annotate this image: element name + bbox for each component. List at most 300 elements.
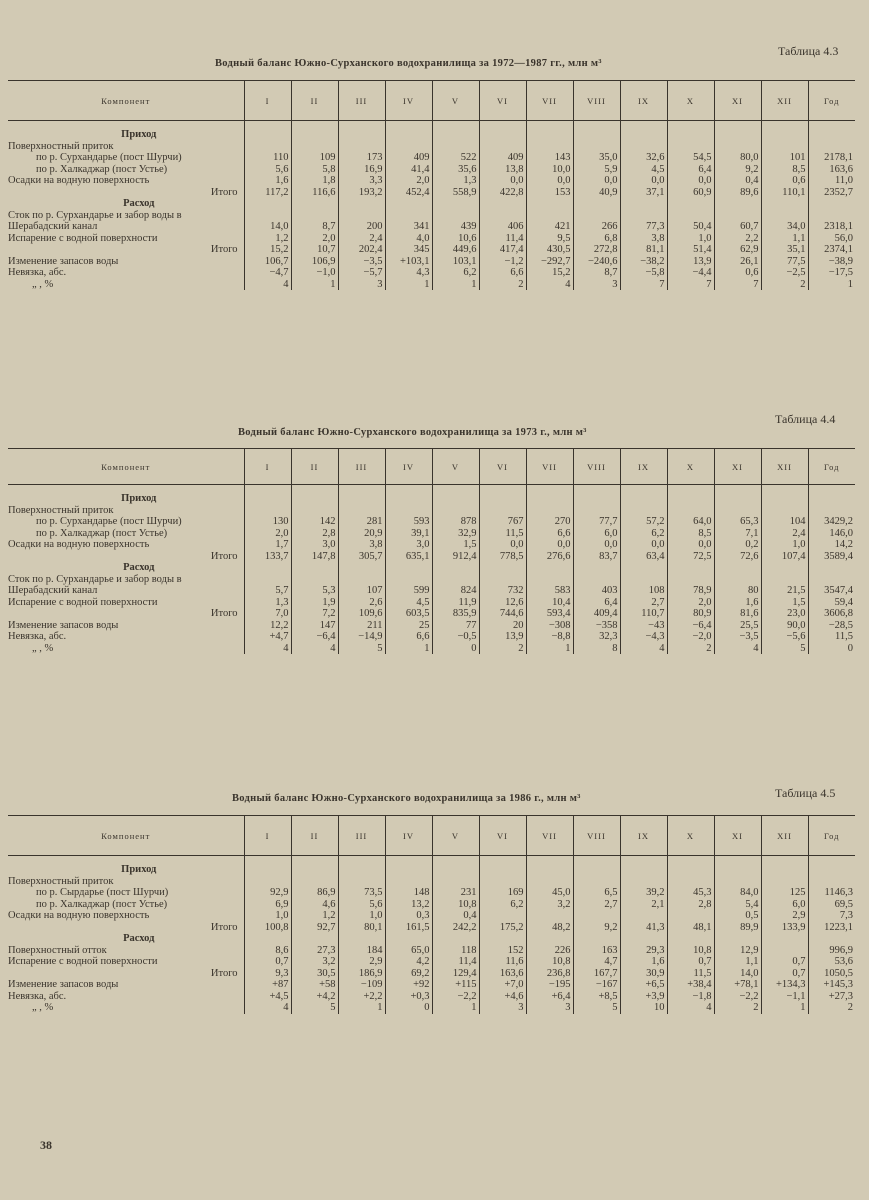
table-cell: 878 bbox=[432, 516, 479, 528]
table-cell: 25,5 bbox=[714, 620, 761, 632]
table-cell: 996,9 bbox=[808, 945, 855, 957]
table-cell: 7 bbox=[667, 279, 714, 291]
table-cell bbox=[573, 141, 620, 153]
table-cell bbox=[808, 933, 855, 945]
table-cell bbox=[385, 864, 432, 876]
table-cell bbox=[573, 910, 620, 922]
table-cell: 27,3 bbox=[291, 945, 338, 957]
table-cell bbox=[667, 933, 714, 945]
table-cell bbox=[338, 505, 385, 517]
table-cell bbox=[714, 129, 761, 141]
table-cell: 7 bbox=[714, 279, 761, 291]
section-heading: Расход bbox=[123, 562, 155, 573]
table-cell: 62,9 bbox=[714, 244, 761, 256]
table-cell: 1 bbox=[385, 279, 432, 291]
table-row bbox=[8, 899, 855, 911]
table-cell bbox=[761, 129, 808, 141]
table-cell: 912,4 bbox=[432, 551, 479, 563]
table-cell: 281 bbox=[338, 516, 385, 528]
table-cell: 2,4 bbox=[761, 528, 808, 540]
row-label: „ , % bbox=[32, 642, 54, 654]
table-cell: 835,9 bbox=[432, 608, 479, 620]
table-row bbox=[8, 516, 855, 528]
table-cell: +78,1 bbox=[714, 979, 761, 991]
table-cell: 1,0 bbox=[667, 233, 714, 245]
table-cell bbox=[620, 933, 667, 945]
table-cell: 3,2 bbox=[526, 899, 573, 911]
section-row bbox=[8, 933, 855, 945]
table-cell: 1,0 bbox=[761, 539, 808, 551]
column-header: XII bbox=[761, 816, 808, 856]
table-cell bbox=[808, 141, 855, 153]
table-cell: 421 bbox=[526, 210, 573, 233]
table-row bbox=[8, 620, 855, 632]
table-cell: 6,0 bbox=[761, 899, 808, 911]
table-cell: −6,4 bbox=[291, 631, 338, 643]
table-cell: 8,5 bbox=[667, 528, 714, 540]
table-cell: 6,6 bbox=[385, 631, 432, 643]
table-cell: +4,5 bbox=[244, 991, 291, 1003]
table-cell: −2,2 bbox=[714, 991, 761, 1003]
table-cell: 599 bbox=[385, 574, 432, 597]
table-cell: −8,8 bbox=[526, 631, 573, 643]
column-header: Компонент bbox=[8, 816, 244, 856]
table-cell: 603,5 bbox=[385, 608, 432, 620]
table-cell: −1,2 bbox=[479, 256, 526, 268]
table-cell: 242,2 bbox=[432, 922, 479, 934]
table-cell bbox=[620, 493, 667, 505]
table-cell: 153 bbox=[526, 187, 573, 199]
table-cell: 1 bbox=[385, 643, 432, 655]
table-cell bbox=[667, 876, 714, 888]
table-row bbox=[8, 910, 855, 922]
table-cell: 276,6 bbox=[526, 551, 573, 563]
table-cell bbox=[620, 129, 667, 141]
row-label: по р. Халкаджар (пост Устье) bbox=[36, 163, 168, 175]
table-cell: 1,2 bbox=[291, 910, 338, 922]
column-header: XII bbox=[761, 81, 808, 121]
table-cell: 81,6 bbox=[714, 608, 761, 620]
table-cell: −1,8 bbox=[667, 991, 714, 1003]
section-heading: Приход bbox=[121, 129, 157, 140]
column-header: V bbox=[432, 449, 479, 485]
column-header: II bbox=[291, 449, 338, 485]
table-cell: 23,0 bbox=[761, 608, 808, 620]
table-cell: 16,9 bbox=[338, 164, 385, 176]
table-cell: 1,3 bbox=[432, 175, 479, 187]
table-cell: 86,9 bbox=[291, 887, 338, 899]
table-cell bbox=[620, 876, 667, 888]
table-cell: 40,9 bbox=[573, 187, 620, 199]
table-cell: 4,0 bbox=[385, 233, 432, 245]
table-cell: 767 bbox=[479, 516, 526, 528]
table-cell: 64,0 bbox=[667, 516, 714, 528]
table-cell: 54,5 bbox=[667, 152, 714, 164]
column-header: I bbox=[244, 81, 291, 121]
table-cell: 3589,4 bbox=[808, 551, 855, 563]
row-label: Сток по р. Сурхандарье и забор воды в Шерабадский канал bbox=[8, 209, 182, 232]
table-cell: 5 bbox=[761, 643, 808, 655]
table-cell: 130 bbox=[244, 516, 291, 528]
table-cell: −195 bbox=[526, 979, 573, 991]
row-label: Невязка, абс. bbox=[8, 990, 67, 1002]
table-cell: 72,6 bbox=[714, 551, 761, 563]
table-cell: 2,1 bbox=[620, 899, 667, 911]
table-cell: 100,8 bbox=[244, 922, 291, 934]
table-cell: 4 bbox=[526, 279, 573, 291]
column-header: V bbox=[432, 816, 479, 856]
table-cell bbox=[667, 198, 714, 210]
table-cell: 0,0 bbox=[667, 175, 714, 187]
table-cell bbox=[479, 933, 526, 945]
table-cell: 84,0 bbox=[714, 887, 761, 899]
column-header: VIII bbox=[573, 81, 620, 121]
table-cell bbox=[479, 141, 526, 153]
table-cell bbox=[667, 864, 714, 876]
row-label: Невязка, абс. bbox=[8, 267, 67, 278]
table-cell: 778,5 bbox=[479, 551, 526, 563]
table-cell: 2,2 bbox=[714, 233, 761, 245]
table-row bbox=[8, 528, 855, 540]
table-cell: 1 bbox=[338, 1002, 385, 1014]
table-cell: 3 bbox=[479, 1002, 526, 1014]
column-header: X bbox=[667, 816, 714, 856]
table-cell: 635,1 bbox=[385, 551, 432, 563]
table-cell: −2,5 bbox=[761, 267, 808, 279]
table-cell bbox=[808, 562, 855, 574]
table-number: Таблица 4.3 bbox=[778, 44, 839, 58]
table-row bbox=[8, 979, 855, 991]
table-cell: 116,6 bbox=[291, 187, 338, 199]
row-label: Поверхностный отток bbox=[8, 944, 107, 956]
table-cell: 167,7 bbox=[573, 968, 620, 980]
table-row bbox=[8, 922, 855, 934]
table-number: Таблица 4.4 bbox=[775, 412, 836, 426]
table-cell: 11,9 bbox=[432, 597, 479, 609]
column-header: II bbox=[291, 81, 338, 121]
table-cell: 409 bbox=[385, 152, 432, 164]
table-cell: 5,7 bbox=[244, 574, 291, 597]
table-cell: 2374,1 bbox=[808, 244, 855, 256]
water-balance-table-4-5 bbox=[8, 815, 855, 1014]
table-cell: 0,3 bbox=[385, 910, 432, 922]
column-header: XI bbox=[714, 816, 761, 856]
table-cell: 80,0 bbox=[714, 152, 761, 164]
column-header: VI bbox=[479, 816, 526, 856]
table-cell: 583 bbox=[526, 574, 573, 597]
column-header: IX bbox=[620, 449, 667, 485]
table-row bbox=[8, 887, 855, 899]
table-cell: 2,9 bbox=[761, 910, 808, 922]
table-row bbox=[8, 968, 855, 980]
table-cell: 8,7 bbox=[291, 210, 338, 233]
table-cell: 7,2 bbox=[291, 608, 338, 620]
table-cell bbox=[479, 198, 526, 210]
column-header: VI bbox=[479, 81, 526, 121]
table-cell bbox=[808, 864, 855, 876]
table-cell bbox=[761, 945, 808, 957]
column-header: Компонент bbox=[8, 449, 244, 485]
table-cell: 3 bbox=[338, 279, 385, 291]
table-cell: 3,0 bbox=[291, 539, 338, 551]
table-cell: 6,0 bbox=[573, 528, 620, 540]
table-cell bbox=[385, 505, 432, 517]
table-row bbox=[8, 279, 855, 291]
table-cell: 129,4 bbox=[432, 968, 479, 980]
table-cell: 133,7 bbox=[244, 551, 291, 563]
table-cell bbox=[573, 864, 620, 876]
table-cell bbox=[526, 129, 573, 141]
table-cell: −4,3 bbox=[620, 631, 667, 643]
column-header: IX bbox=[620, 816, 667, 856]
table-cell: 1 bbox=[432, 279, 479, 291]
table-cell: 110 bbox=[244, 152, 291, 164]
column-header: III bbox=[338, 81, 385, 121]
table-row bbox=[8, 539, 855, 551]
table-cell bbox=[479, 876, 526, 888]
table-cell bbox=[244, 198, 291, 210]
table-cell: 200 bbox=[338, 210, 385, 233]
section-row bbox=[8, 562, 855, 574]
table-cell: 90,0 bbox=[761, 620, 808, 632]
row-label: по р. Сурхандарье (пост Шурчи) bbox=[36, 152, 182, 163]
table-cell: 103,1 bbox=[432, 256, 479, 268]
table-cell bbox=[526, 505, 573, 517]
table-cell bbox=[573, 129, 620, 141]
table-cell bbox=[526, 864, 573, 876]
table-cell: +27,3 bbox=[808, 991, 855, 1003]
table-cell bbox=[526, 562, 573, 574]
table-cell: 109,6 bbox=[338, 608, 385, 620]
table-cell bbox=[291, 933, 338, 945]
table-cell: 5,3 bbox=[291, 574, 338, 597]
table-cell: 409 bbox=[479, 152, 526, 164]
table-cell: −240,6 bbox=[573, 256, 620, 268]
page-number: 38 bbox=[40, 1138, 52, 1152]
table-cell: 0 bbox=[432, 643, 479, 655]
table-cell: 77 bbox=[432, 620, 479, 632]
table-cell: 25 bbox=[385, 620, 432, 632]
table-cell bbox=[667, 910, 714, 922]
table-cell bbox=[526, 493, 573, 505]
row-label: Испарение с водной поверхности bbox=[8, 956, 158, 967]
table-cell: 2178,1 bbox=[808, 152, 855, 164]
table-cell: 101 bbox=[761, 152, 808, 164]
table-cell: 6,4 bbox=[667, 164, 714, 176]
table-cell: 163 bbox=[573, 945, 620, 957]
row-label: Изменение запасов воды bbox=[8, 619, 119, 631]
table-cell: 8 bbox=[573, 643, 620, 655]
table-cell: −5,8 bbox=[620, 267, 667, 279]
column-header: IV bbox=[385, 81, 432, 121]
table-cell: 10,7 bbox=[291, 244, 338, 256]
table-cell bbox=[244, 505, 291, 517]
table-cell: 30,9 bbox=[620, 968, 667, 980]
table-cell: 2,7 bbox=[620, 597, 667, 609]
table-cell bbox=[573, 505, 620, 517]
table-cell bbox=[526, 198, 573, 210]
table-cell bbox=[385, 141, 432, 153]
table-cell: 2 bbox=[479, 279, 526, 291]
table-cell: 6,6 bbox=[479, 267, 526, 279]
column-header: Год bbox=[808, 81, 855, 121]
table-cell bbox=[432, 493, 479, 505]
table-cell: 56,0 bbox=[808, 233, 855, 245]
table-cell: 0 bbox=[808, 643, 855, 655]
table-cell: 3606,8 bbox=[808, 608, 855, 620]
table-cell bbox=[432, 876, 479, 888]
column-header: IV bbox=[385, 449, 432, 485]
table-cell: −43 bbox=[620, 620, 667, 632]
table-cell bbox=[338, 562, 385, 574]
table-cell: −109 bbox=[338, 979, 385, 991]
table-cell: 169 bbox=[479, 887, 526, 899]
table-cell: 10,8 bbox=[526, 956, 573, 968]
table-cell: 15,2 bbox=[244, 244, 291, 256]
table-cell: 231 bbox=[432, 887, 479, 899]
section-row bbox=[8, 864, 855, 876]
table-cell bbox=[432, 141, 479, 153]
table-cell: 1,8 bbox=[291, 175, 338, 187]
table-cell: −28,5 bbox=[808, 620, 855, 632]
table-cell bbox=[291, 876, 338, 888]
table-cell bbox=[338, 933, 385, 945]
table-cell bbox=[667, 141, 714, 153]
table-cell: +4,2 bbox=[291, 991, 338, 1003]
row-label: Изменение запасов воды bbox=[8, 979, 119, 990]
row-label: Испарение с водной поверхности bbox=[8, 596, 158, 608]
table-row bbox=[8, 175, 855, 187]
table-cell: 77,3 bbox=[620, 210, 667, 233]
table-cell bbox=[714, 198, 761, 210]
table-cell: 558,9 bbox=[432, 187, 479, 199]
table-cell: 3 bbox=[526, 1002, 573, 1014]
table-cell: 452,4 bbox=[385, 187, 432, 199]
table-cell: 593,4 bbox=[526, 608, 573, 620]
table-cell: 10,8 bbox=[667, 945, 714, 957]
table-cell bbox=[808, 493, 855, 505]
table-cell: 2,9 bbox=[338, 956, 385, 968]
table-cell: 2,0 bbox=[244, 528, 291, 540]
table-cell: 744,6 bbox=[479, 608, 526, 620]
table-cell: 430,5 bbox=[526, 244, 573, 256]
table-cell: 6,8 bbox=[573, 233, 620, 245]
table-cell bbox=[620, 141, 667, 153]
table-cell: +145,3 bbox=[808, 979, 855, 991]
table-cell: 236,8 bbox=[526, 968, 573, 980]
table-cell: −292,7 bbox=[526, 256, 573, 268]
column-header: VI bbox=[479, 449, 526, 485]
table-cell bbox=[526, 933, 573, 945]
table-cell: 146,0 bbox=[808, 528, 855, 540]
row-label: Итого bbox=[210, 550, 238, 562]
column-header: III bbox=[338, 449, 385, 485]
row-label: „ , % bbox=[32, 278, 54, 290]
table-cell: −4,7 bbox=[244, 267, 291, 279]
table-cell: 0,0 bbox=[526, 539, 573, 551]
table-cell: 9,3 bbox=[244, 968, 291, 980]
table-cell: 417,4 bbox=[479, 244, 526, 256]
table-cell: 345 bbox=[385, 244, 432, 256]
table-cell: 133,9 bbox=[761, 922, 808, 934]
table-cell: −17,5 bbox=[808, 267, 855, 279]
table-cell: 32,6 bbox=[620, 152, 667, 164]
table-cell: −1,0 bbox=[291, 267, 338, 279]
table-cell: 35,0 bbox=[573, 152, 620, 164]
table-cell: 409,4 bbox=[573, 608, 620, 620]
table-cell bbox=[432, 562, 479, 574]
table-row bbox=[8, 956, 855, 968]
table-row bbox=[8, 574, 855, 597]
table-row bbox=[8, 164, 855, 176]
table-cell: 51,4 bbox=[667, 244, 714, 256]
table-cell: 80 bbox=[714, 574, 761, 597]
table-row bbox=[8, 876, 855, 888]
table-cell: 0,0 bbox=[526, 175, 573, 187]
table-cell: 152 bbox=[479, 945, 526, 957]
table-cell: 2,4 bbox=[338, 233, 385, 245]
table-cell: 147 bbox=[291, 620, 338, 632]
table-cell: 0 bbox=[385, 1002, 432, 1014]
table-cell bbox=[667, 562, 714, 574]
row-label: Испарение с водной поверхности bbox=[8, 232, 158, 244]
table-cell: 5,8 bbox=[291, 164, 338, 176]
table-cell: 226 bbox=[526, 945, 573, 957]
table-cell: 29,3 bbox=[620, 945, 667, 957]
table-cell: 110,7 bbox=[620, 608, 667, 620]
table-cell: 2,7 bbox=[573, 899, 620, 911]
table-cell bbox=[479, 864, 526, 876]
table-cell: 5,4 bbox=[714, 899, 761, 911]
table-cell: 1050,5 bbox=[808, 968, 855, 980]
table-cell: +38,4 bbox=[667, 979, 714, 991]
table-cell: 53,6 bbox=[808, 956, 855, 968]
table-cell: −38,2 bbox=[620, 256, 667, 268]
table-row bbox=[8, 643, 855, 655]
column-header: X bbox=[667, 81, 714, 121]
table-cell bbox=[432, 198, 479, 210]
table-cell: +92 bbox=[385, 979, 432, 991]
table-cell: 57,2 bbox=[620, 516, 667, 528]
table-cell: 8,7 bbox=[573, 267, 620, 279]
table-cell: 1,1 bbox=[714, 956, 761, 968]
table-cell: +103,1 bbox=[385, 256, 432, 268]
table-cell bbox=[244, 933, 291, 945]
table-cell: 1 bbox=[432, 1002, 479, 1014]
row-label: Итого bbox=[210, 244, 238, 255]
table-cell: 2,0 bbox=[667, 597, 714, 609]
table-cell bbox=[808, 505, 855, 517]
table-cell: 35,6 bbox=[432, 164, 479, 176]
section-row bbox=[8, 129, 855, 141]
table-cell: 26,1 bbox=[714, 256, 761, 268]
table-cell: 13,2 bbox=[385, 899, 432, 911]
column-header: II bbox=[291, 816, 338, 856]
row-label: „ , % bbox=[32, 1002, 54, 1013]
table-cell bbox=[244, 562, 291, 574]
table-cell: 80,1 bbox=[338, 922, 385, 934]
table-cell bbox=[385, 876, 432, 888]
table-cell: 11,5 bbox=[667, 968, 714, 980]
table-cell: 173 bbox=[338, 152, 385, 164]
table-cell bbox=[432, 864, 479, 876]
table-cell: 0,0 bbox=[573, 539, 620, 551]
table-cell bbox=[291, 562, 338, 574]
table-cell: 10,8 bbox=[432, 899, 479, 911]
table-cell: 3,8 bbox=[338, 539, 385, 551]
table-cell bbox=[808, 129, 855, 141]
table-cell: 143 bbox=[526, 152, 573, 164]
